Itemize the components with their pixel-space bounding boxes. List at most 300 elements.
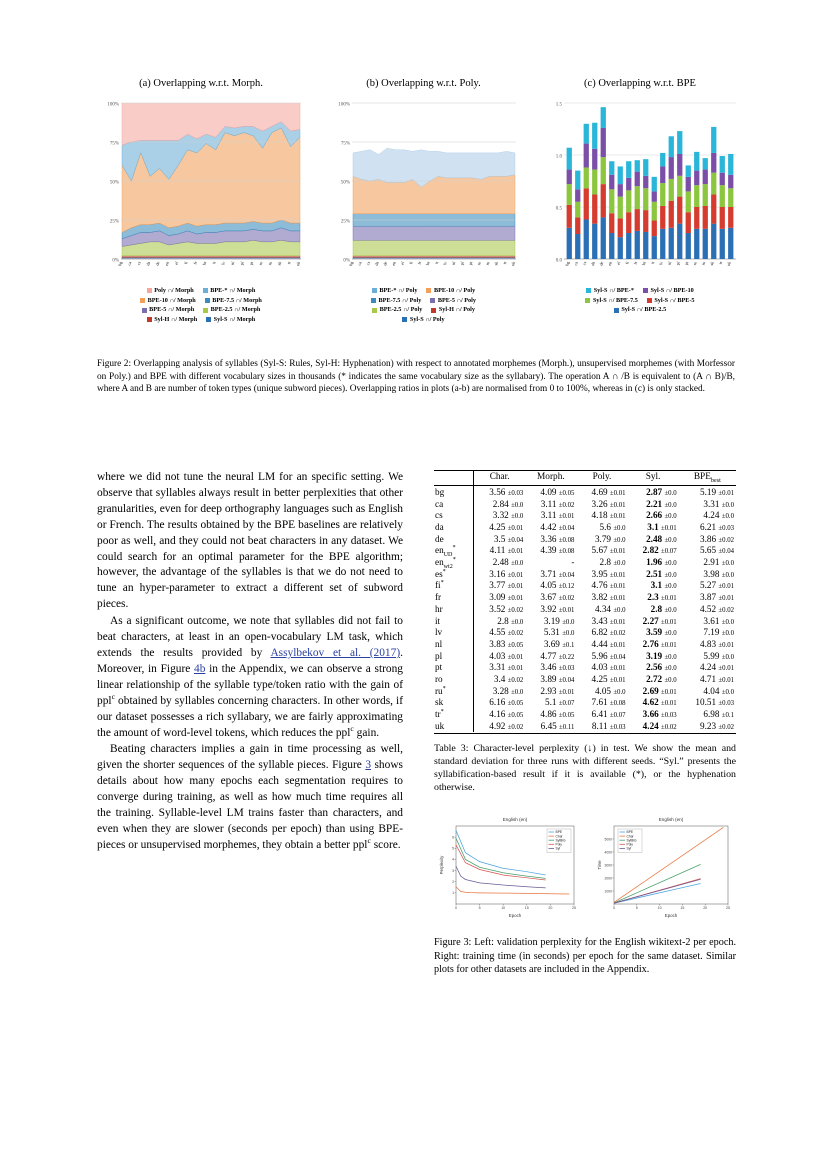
table-cell: 5.67 ±0.01	[591, 545, 626, 556]
panel-b-title: (b) Overlapping w.r.t. Poly.	[366, 78, 481, 89]
table-cell: 3.11 ±0.01	[540, 510, 575, 521]
legend-label: Syl-H ∩/ Morph	[154, 315, 198, 323]
svg-text:bg: bg	[117, 260, 123, 267]
table-cell: 3.79 ±0.0	[594, 533, 626, 544]
svg-text:ru: ru	[700, 260, 707, 266]
table-header-row	[434, 471, 736, 486]
svg-text:SylBiG: SylBiG	[626, 838, 637, 843]
table-row	[434, 580, 736, 592]
svg-text:hr: hr	[201, 260, 208, 266]
legend-item	[205, 296, 262, 306]
table-cell: 4.25 ±0.01	[591, 673, 626, 684]
table-cell: 3.09 ±0.01	[489, 592, 524, 603]
col-header-bpe-text: BPE	[693, 472, 711, 483]
legend-label: BPE-10 ∩/ Morph	[147, 296, 196, 304]
table-cell: 6.45 ±0.11	[540, 720, 575, 731]
svg-text:uk: uk	[725, 260, 732, 267]
svg-text:da: da	[589, 260, 596, 267]
panel-c-ytick-10: 1.0	[555, 154, 562, 160]
svg-text:sk: sk	[492, 260, 499, 266]
table-cell: 4.55 ±0.02	[489, 627, 524, 638]
legend-label: BPE-* ∩/ Poly	[379, 287, 418, 294]
svg-text:4: 4	[452, 857, 454, 862]
svg-text:1: 1	[452, 891, 454, 896]
legend-swatch	[614, 308, 619, 313]
legend-label: Syl-S ∩/ Poly	[409, 315, 445, 323]
svg-text:nl: nl	[666, 260, 673, 266]
table-row	[434, 545, 736, 557]
table-cell: 4.04 ±0.0	[703, 685, 734, 696]
table-cell: 3.87 ±0.01	[700, 592, 734, 603]
svg-text:BPE: BPE	[626, 830, 634, 835]
p3-end: score.	[370, 838, 401, 851]
panel-b-ytick-100: 100%	[337, 102, 350, 108]
svg-text:20: 20	[703, 906, 708, 911]
table-cell: 2.48 ±0.0	[492, 557, 524, 568]
svg-text:lv: lv	[220, 260, 227, 266]
svg-text:BPE: BPE	[555, 830, 563, 835]
legend-swatch	[426, 288, 431, 293]
svg-text:0: 0	[455, 906, 457, 911]
table-3	[434, 471, 736, 732]
svg-text:fr: fr	[192, 260, 198, 266]
svg-text:Poly: Poly	[555, 842, 562, 847]
table-cell: 2.56 ±0.0	[646, 662, 677, 673]
paragraph-3	[97, 742, 403, 853]
table-row	[434, 638, 736, 650]
svg-text:bg: bg	[564, 260, 571, 267]
table-row	[434, 650, 736, 662]
table-cell: 4.77 ±0.22	[540, 650, 575, 661]
table-cell: 4.05 ±0.12	[540, 580, 575, 591]
table-cell: 3.1 ±0.0	[650, 580, 677, 591]
p2-pre: As a significant outcome, we note that syllables did not fail to beat characters, at least in an open-vocabulary LM task, which extends the results provided by	[97, 615, 403, 659]
table-cell: 2.8 ±0.0	[599, 557, 626, 568]
svg-text:lv: lv	[441, 260, 448, 266]
table-row-language: de	[434, 533, 474, 545]
panel-a-ytick-0: 0%	[112, 258, 119, 264]
svg-text:pl: pl	[458, 260, 465, 266]
table-cell: 3.61 ±0.0	[703, 615, 734, 626]
table-row-language: hr	[434, 603, 474, 615]
table-row-language: fr	[434, 591, 474, 603]
table-row	[434, 591, 736, 603]
table-row	[434, 673, 736, 685]
legend-item	[371, 296, 421, 306]
table-cell: 7.61 ±0.08	[591, 697, 626, 708]
table-cell: 4.69 ±0.01	[591, 486, 626, 497]
panel-c-ytick-00: 0.0	[555, 258, 562, 264]
legend-item	[372, 305, 422, 315]
legend-swatch	[586, 288, 591, 293]
table-cell: 3.46 ±0.03	[540, 662, 575, 673]
ppl-superscript-3: c	[367, 836, 371, 846]
svg-text:uk: uk	[295, 260, 301, 267]
figure-2-caption: Figure 2: Overlapping analysis of syllables (Syl-S: Rules, Syl-H: Hyphenation) with respect to annotated morphemes (Morph.), unsupervised morphemes (with Morfessor on Poly.) and BPE with different vocabulary sizes in thousands (* indicates the same vocabulary size as the syllabary). The operation A ∩ /B is equivalent to (A ∩ B)/B, where A and B are number of token types (unique subword pieces). Overlapping ratios in plots (a-b) are normalised from 0 to 100%, whereas in (c) is only stacked.	[97, 359, 735, 395]
panel-b-ytick-25: 25%	[340, 219, 350, 225]
svg-text:5: 5	[452, 846, 454, 851]
svg-text:it: it	[211, 260, 217, 265]
p3-pre: Beating characters implies a gain in time processing as well, given the shorter sequences of the syllable pieces. Figure	[97, 743, 403, 772]
legend-swatch	[142, 308, 147, 313]
table-cell: 3.36 ±0.08	[540, 533, 575, 544]
legend-swatch	[402, 317, 407, 322]
legend-item	[402, 315, 444, 325]
table-row-language: uk	[434, 720, 474, 732]
svg-text:hr: hr	[424, 260, 431, 266]
legend-swatch	[371, 298, 376, 303]
table-row-language: it	[434, 615, 474, 627]
svg-text:de: de	[598, 260, 605, 267]
table-cell: 3.66 ±0.03	[642, 709, 677, 719]
col-header-syl: Syl.	[628, 471, 679, 486]
legend-item	[372, 286, 418, 296]
table-row	[434, 720, 736, 732]
panel-b-xticks	[348, 260, 516, 266]
legend-swatch	[205, 298, 210, 303]
panel-a-ytick-25: 25%	[109, 219, 119, 225]
svg-text:cs: cs	[135, 260, 142, 266]
table-cell: 5.99 ±0.0	[703, 650, 734, 661]
table-row-language: ca	[434, 498, 474, 510]
table-row-language: cs	[434, 509, 474, 521]
figure-ref-4b[interactable]: 4b	[194, 662, 206, 675]
svg-text:it: it	[433, 260, 439, 265]
figure-ref-3[interactable]: 3	[365, 759, 372, 772]
table-cell: -	[571, 557, 575, 568]
svg-text:nl: nl	[229, 260, 236, 266]
panel-b-ytick-50: 50%	[340, 180, 350, 186]
table-cell: 2.8 ±0.0	[497, 615, 524, 626]
table-cell: 3.52 ±0.02	[489, 603, 524, 614]
p2-mid3: obtained by syllables concerning characters. In other words, if our dataset possesses a rich syllabary, we are fairly approximating the amount of word-level tokens, which reduces the ppl	[97, 694, 403, 739]
col-header-char: Char.	[474, 471, 526, 486]
svg-text:fr: fr	[416, 260, 422, 266]
table-cell: 4.42 ±0.04	[540, 522, 575, 532]
svg-text:de: de	[381, 260, 388, 267]
table-cell: 2.3 ±0.01	[647, 592, 677, 603]
col-header-lang	[434, 471, 474, 486]
table-cell: 2.27 ±0.01	[642, 615, 677, 626]
panel-c-ytick-05: 0.5	[555, 206, 562, 212]
svg-text:ca: ca	[126, 260, 133, 266]
table-cell: 3.92 ±0.01	[540, 603, 575, 614]
legend-swatch	[203, 308, 208, 313]
svg-text:en: en	[390, 260, 397, 267]
table-cell: 8.11 ±0.03	[591, 720, 626, 731]
svg-text:5: 5	[635, 906, 638, 911]
table-cell: 3.95 ±0.01	[591, 568, 626, 579]
panel-a-svg	[95, 97, 307, 282]
table-cell: 3.83 ±0.05	[489, 638, 524, 649]
table-cell: 10.51 ±0.03	[695, 697, 734, 708]
table-cell: 4.71 ±0.01	[700, 673, 734, 684]
svg-text:3: 3	[452, 869, 454, 874]
svg-text:2: 2	[452, 880, 454, 885]
svg-text:Syl: Syl	[555, 846, 561, 851]
svg-text:ca: ca	[572, 260, 579, 266]
table-row	[434, 626, 736, 638]
table-row-language: pl	[434, 650, 474, 662]
table-row-language: $en_{wt2}^*$	[434, 556, 474, 568]
svg-text:SylBiG: SylBiG	[555, 838, 566, 843]
svg-text:fr: fr	[632, 260, 639, 266]
table-row	[434, 556, 736, 568]
panel-c-plot	[540, 97, 740, 282]
table-cell: 5.31 ±0.0	[543, 627, 575, 638]
svg-text:2000: 2000	[604, 876, 612, 881]
panel-b-ytick-75: 75%	[340, 141, 350, 147]
svg-text:tr: tr	[717, 260, 724, 265]
svg-text:de: de	[154, 260, 161, 267]
table-cell: 5.1 ±0.07	[545, 697, 575, 708]
svg-text:en: en	[606, 260, 613, 267]
panel-c-xticks	[564, 260, 732, 266]
table-row-language: nl	[434, 638, 474, 650]
svg-text:tr: tr	[501, 260, 507, 265]
figure-3	[434, 812, 736, 977]
col-header-bpe	[679, 471, 736, 486]
svg-text:ro: ro	[257, 260, 264, 266]
panel-b-legend	[326, 286, 522, 324]
table-cell: 4.76 ±0.01	[591, 580, 626, 591]
table-cell: 6.21 ±0.03	[700, 522, 734, 532]
figure-3-left	[439, 817, 576, 918]
table-cell: 3.59 ±0.0	[646, 627, 677, 638]
table-cell: 2.51 ±0.0	[646, 568, 677, 579]
svg-text:ro: ro	[691, 260, 698, 266]
table-row	[434, 509, 736, 521]
legend-swatch	[147, 288, 152, 293]
figure-3-svg	[434, 812, 736, 924]
svg-text:1000: 1000	[604, 889, 612, 894]
paragraph-1: where we did not tune the neural LM for an specific setting. We observe that syllables always result in better perplexities that other granularities, even for deep orthography languages such as English or French. The results obtained by the BPE baselines are relatively poor as well, and they could not beat characters in any dataset. We could search for an optimal parameter for the BPE algorithm; however, the advantage of the syllables is that we do not need to tune an hyper-parameter to extract a different set of subword pieces.	[97, 471, 403, 611]
ppl-superscript-2: c	[350, 723, 354, 733]
figure-2	[95, 78, 740, 324]
table-cell: 4.52 ±0.02	[700, 603, 734, 614]
legend-item	[147, 315, 197, 325]
svg-text:3000: 3000	[604, 863, 612, 868]
paragraph-2	[97, 614, 403, 741]
table-cell: 2.82 ±0.07	[642, 545, 677, 556]
legend-label: BPE-7.5 ∩/ Poly	[378, 296, 422, 304]
legend-swatch	[431, 308, 436, 313]
table-cell: 3.1 ±0.01	[647, 522, 677, 532]
legend-swatch	[647, 298, 652, 303]
legend-swatch	[643, 288, 648, 293]
legend-swatch	[585, 298, 590, 303]
table-cell: 4.83 ±0.01	[700, 638, 734, 649]
figure-2-panel-b	[326, 78, 522, 324]
legend-label: BPE-5 ∩/ Morph	[149, 306, 195, 314]
table-cell: 3.19 ±0.0	[646, 650, 677, 661]
table-cell: 2.87 ±0.0	[646, 486, 677, 497]
table-cell: 4.11 ±0.01	[489, 545, 524, 556]
svg-text:el: el	[615, 260, 622, 266]
body-text-column	[97, 470, 403, 854]
table-row	[434, 521, 736, 533]
svg-text:Char: Char	[626, 834, 634, 839]
table-cell: 3.32 ±0.0	[492, 510, 524, 521]
table-cell: 4.03 ±0.01	[489, 650, 524, 661]
legend-item	[586, 286, 634, 296]
svg-text:sk: sk	[276, 260, 283, 266]
table-cell: 2.76 ±0.01	[642, 638, 677, 649]
table-cell: 6.98 ±0.1	[703, 709, 734, 719]
table-cell: 6.82 ±0.02	[591, 627, 626, 638]
legend-label: Syl-S ∩/ BPE-10	[650, 287, 694, 294]
panel-a-xticks	[117, 260, 301, 266]
legend-item	[142, 305, 195, 315]
table-cell: 4.92 ±0.02	[489, 720, 524, 731]
figure-2-panel-a	[95, 78, 307, 324]
svg-text:Char: Char	[555, 834, 563, 839]
citation-link-assylbekov[interactable]: Assylbekov et al. (2017)	[270, 646, 401, 659]
table-row	[434, 568, 736, 580]
table-cell: 3.28 ±0.0	[492, 685, 524, 696]
table-row	[434, 533, 736, 545]
table-cell: 3.16 ±0.01	[489, 568, 524, 579]
svg-text:tr: tr	[286, 260, 292, 265]
legend-swatch	[372, 288, 377, 293]
fig3-right-xlabel: Epoch	[664, 913, 678, 919]
table-row-language: lv	[434, 626, 474, 638]
table-cell: 3.11 ±0.02	[540, 498, 575, 509]
table-cell: 5.6 ±0.0	[599, 522, 626, 532]
table-cell: 2.69 ±0.01	[642, 685, 677, 696]
legend-label: Syl-S ∩/ BPE-2.5	[621, 306, 667, 314]
table-cell: 3.26 ±0.01	[591, 498, 626, 509]
table-cell: 5.96 ±0.04	[591, 650, 626, 661]
svg-text:25: 25	[726, 906, 730, 911]
table-cell: 9.23 ±0.02	[700, 720, 734, 731]
table-cell: 2.8 ±0.0	[650, 603, 677, 614]
table-cell: 3.31 ±0.0	[703, 498, 734, 509]
svg-text:fi: fi	[407, 260, 414, 265]
legend-swatch	[147, 317, 152, 322]
svg-text:ru: ru	[484, 260, 490, 266]
panel-a-ytick-50: 50%	[109, 180, 119, 186]
panel-c-title: (c) Overlapping w.r.t. BPE	[584, 78, 696, 89]
legend-label: Syl-S ∩/ BPE-*	[593, 287, 634, 294]
legend-swatch	[372, 308, 377, 313]
svg-text:Syl: Syl	[626, 846, 632, 851]
table-cell: 7.19 ±0.0	[703, 627, 734, 638]
ppl-superscript: c	[111, 691, 116, 701]
table-cell: 5.27 ±0.01	[700, 580, 734, 591]
fig3-right-title: English (en)	[658, 817, 684, 823]
fig3-left-ylabel: Perplexity	[439, 856, 444, 875]
table-cell: 4.05 ±0.0	[594, 685, 626, 696]
panel-b-svg	[326, 97, 522, 282]
panel-a-title: (a) Overlapping w.r.t. Morph.	[139, 78, 263, 89]
table-row-language: ro	[434, 673, 474, 685]
figure-2-panel-c	[540, 78, 740, 315]
svg-text:cs: cs	[364, 260, 371, 266]
table-cell: 2.84 ±0.0	[492, 498, 524, 509]
table-row	[434, 615, 736, 627]
legend-item	[643, 286, 694, 296]
table-cell: 4.39 ±0.08	[540, 545, 575, 556]
table-3-caption: Table 3: Character-level perplexity (↓) in test. We show the mean and standard deviation for three runs with different seeds. “Syl.” presents the syllabification-based result if it is available (*), or the hyphenation otherwise.	[434, 742, 736, 794]
table-row-language: pt	[434, 661, 474, 673]
legend-item	[614, 305, 666, 315]
table-cell: 4.16 ±0.05	[489, 709, 524, 719]
legend-item	[203, 286, 256, 296]
svg-text:bg: bg	[347, 260, 354, 267]
table-cell: 6.41 ±0.07	[591, 709, 626, 719]
svg-text:it: it	[649, 260, 656, 265]
table-cell: 4.34 ±0.0	[594, 603, 626, 614]
legend-item	[140, 296, 196, 306]
svg-text:5: 5	[478, 906, 481, 911]
legend-item	[647, 296, 695, 306]
table-row-language: es*	[434, 568, 474, 580]
right-column	[434, 470, 736, 977]
svg-text:uk: uk	[509, 260, 516, 267]
legend-item	[206, 315, 255, 325]
svg-text:pt: pt	[248, 260, 255, 266]
legend-swatch	[203, 288, 208, 293]
table-cell: 3.89 ±0.04	[540, 673, 575, 684]
table-cell: 3.98 ±0.0	[703, 568, 734, 579]
legend-item	[203, 305, 260, 315]
table-cell: 5.65 ±0.04	[700, 545, 734, 556]
svg-text:15: 15	[680, 906, 685, 911]
legend-swatch	[140, 298, 145, 303]
table-cell: 3.77 ±0.01	[489, 580, 524, 591]
svg-text:ro: ro	[475, 260, 482, 266]
svg-text:da: da	[373, 260, 380, 267]
table-cell: 4.03 ±0.01	[591, 662, 626, 673]
svg-text:ru: ru	[267, 260, 273, 266]
fig3-left-title: English (en)	[502, 817, 528, 823]
svg-text:5000: 5000	[604, 837, 612, 842]
table-cell: 5.19 ±0.01	[700, 486, 734, 497]
figure-3-caption: Figure 3: Left: validation perplexity for the English wikitext-2 per epoch. Right: training time (in seconds) per epoch for the same dataset. Similar plots for other datasets are included in the Appendix.	[434, 937, 736, 976]
legend-swatch	[206, 317, 211, 322]
table-cell: 3.43 ±0.01	[591, 615, 626, 626]
table-row-language: tr*	[434, 708, 474, 720]
table-row-language: ru*	[434, 685, 474, 697]
table-row	[434, 498, 736, 510]
panel-c-svg	[540, 97, 740, 282]
svg-text:da: da	[145, 260, 152, 267]
table-cell: 3.19 ±0.0	[543, 615, 575, 626]
table-row-language: sk	[434, 696, 474, 708]
table-cell: 4.24 ±0.02	[642, 720, 677, 731]
table-cell: 4.18 ±0.01	[591, 510, 626, 521]
col-header-morph: Morph.	[525, 471, 576, 486]
svg-text:6: 6	[452, 835, 454, 840]
legend-label: BPE-10 ∩/ Poly	[433, 287, 476, 294]
legend-label: Syl-H ∩/ Poly	[438, 306, 475, 314]
table-row	[434, 661, 736, 673]
table-cell: 1.96 ±0.0	[646, 557, 677, 568]
table-cell: 4.24 ±0.0	[703, 510, 734, 521]
table-row	[434, 685, 736, 697]
panel-b-ytick-0: 0%	[342, 258, 350, 264]
svg-text:fi: fi	[183, 260, 189, 265]
table-cell: 6.16 ±0.05	[489, 697, 524, 708]
legend-label: BPE-7.5 ∩/ Morph	[212, 296, 262, 304]
legend-label: BPE-5 ∩/ Poly	[437, 296, 476, 304]
p2-mid: . Moreover, in Figure	[97, 646, 403, 675]
legend-item	[431, 305, 475, 315]
svg-text:el: el	[173, 260, 180, 266]
table-cell: 4.09 ±0.05	[540, 486, 575, 497]
table-cell: 2.72 ±0.0	[646, 673, 677, 684]
